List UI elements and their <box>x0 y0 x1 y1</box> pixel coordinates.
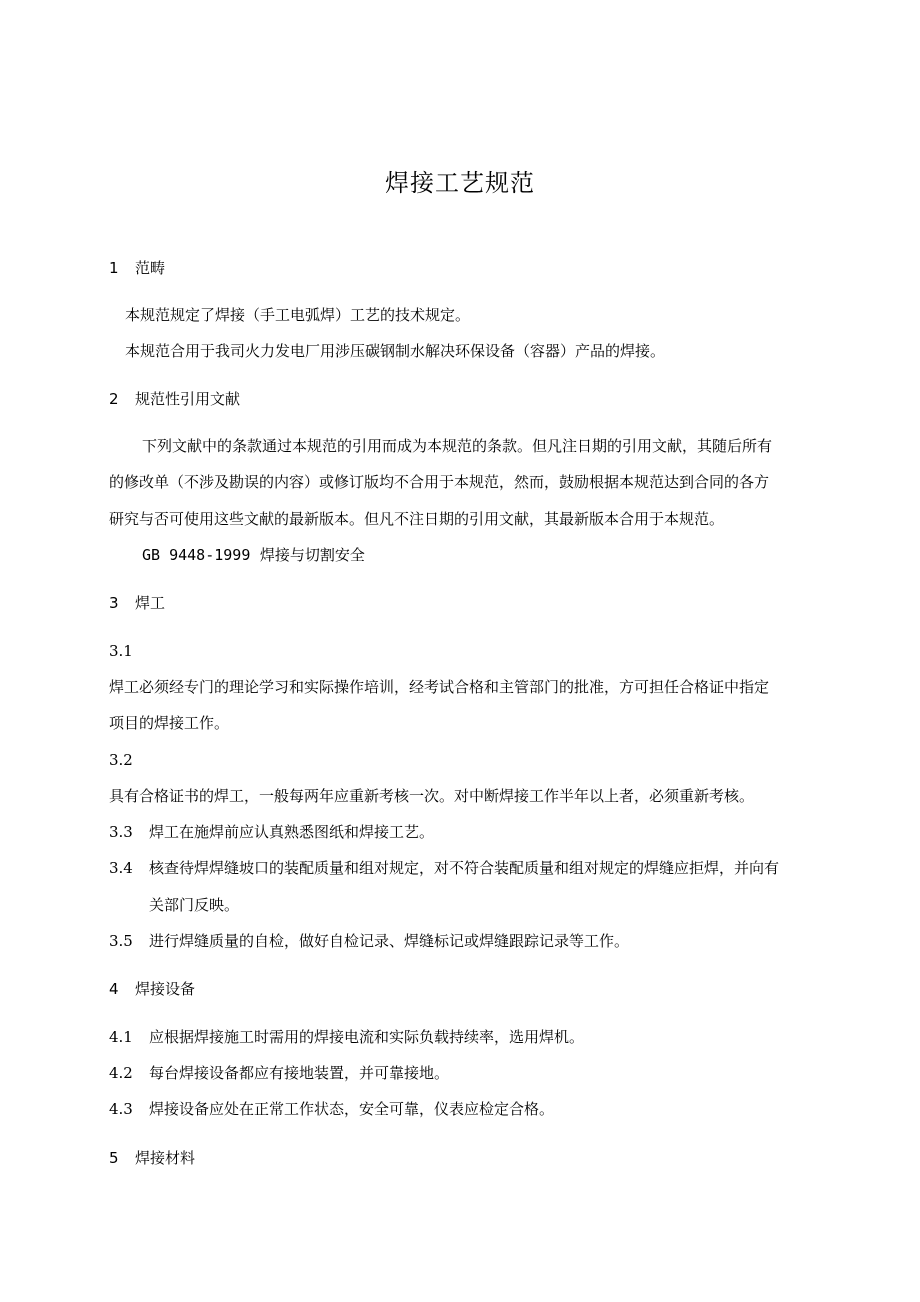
item-text: 每台焊接设备都应有接地装置，并可靠接地。 <box>149 1064 450 1082</box>
numbered-item <box>109 1099 554 1119</box>
section-heading-3 <box>109 593 165 613</box>
paragraph: 本规范合用于我司火力发电厂用涉压碳钢制水解决环保设备（容器）产品的焊接。 <box>125 342 666 360</box>
paragraph: 本规范规定了焊接（手工电弧焊）工艺的技术规定。 <box>125 306 471 324</box>
section-heading-5 <box>109 1148 195 1168</box>
item-text: 焊工在施焊前应认真熟悉图纸和焊接工艺。 <box>149 823 435 841</box>
item-text-line: 具有合格证书的焊工，一般每两年应重新考核一次。对中断焊接工作半年以上者，必须重新考核。 <box>109 787 755 805</box>
item-text-line: 核查待焊焊缝坡口的装配质量和组对规定，对不符合装配质量和组对规定的焊缝应拒焊，并向有 <box>149 859 780 877</box>
item-label: 3.3 <box>109 823 133 841</box>
section-heading-4 <box>109 979 195 999</box>
numbered-item <box>109 858 779 878</box>
section-title: 范畴 <box>135 259 166 277</box>
section-number: 5 <box>109 1149 119 1167</box>
section-title: 规范性引用文献 <box>135 390 241 408</box>
section-number: 2 <box>109 390 119 408</box>
paragraph-line: 研究与否可使用这些文献的最新版本。但凡不注日期的引用文献，其最新版本合用于本规范。 <box>109 510 725 528</box>
item-text-line: 焊工必须经专门的理论学习和实际操作培训，经考试合格和主管部门的批准，方可担任合格证中指定 <box>109 678 770 696</box>
section-title: 焊工 <box>135 594 166 612</box>
item-label: 4.1 <box>109 1028 133 1046</box>
section-heading-1 <box>109 258 165 278</box>
reference-title: 焊接与切割安全 <box>259 546 365 564</box>
numbered-item <box>109 1027 584 1047</box>
reference-entry <box>142 545 365 565</box>
section-number: 4 <box>109 980 119 998</box>
item-label: 4.2 <box>109 1064 133 1082</box>
paragraph-line: 下列文献中的条款通过本规范的引用而成为本规范的条款。但凡注日期的引用文献，其随后所有 <box>142 437 773 455</box>
item-text: 焊接设备应处在正常工作状态，安全可靠，仪表应检定合格。 <box>149 1100 555 1118</box>
item-text: 应根据焊接施工时需用的焊接电流和实际负载持续率，选用焊机。 <box>149 1028 585 1046</box>
paragraph-line: 的修改单（不涉及勘误的内容）或修订版均不合用于本规范，然而，鼓励根据本规范达到合同的各方 <box>109 473 770 491</box>
section-number: 3 <box>109 594 119 612</box>
numbered-item <box>109 931 629 951</box>
section-title: 焊接材料 <box>135 1149 196 1167</box>
document-title: 焊接工艺规范 <box>385 169 535 197</box>
numbered-item <box>109 822 434 842</box>
item-text-line: 项目的焊接工作。 <box>109 714 230 732</box>
item-text-line: 关部门反映。 <box>149 896 240 914</box>
item-label: 3.1 <box>109 642 133 660</box>
section-heading-2 <box>109 389 240 409</box>
section-title: 焊接设备 <box>135 980 196 998</box>
item-label: 4.3 <box>109 1100 133 1118</box>
reference-code: GB 9448-1999 <box>142 546 251 564</box>
section-number: 1 <box>109 259 119 277</box>
item-text: 进行焊缝质量的自检，做好自检记录、焊缝标记或焊缝跟踪记录等工作。 <box>149 932 630 950</box>
item-label: 3.5 <box>109 932 133 950</box>
item-label: 3.2 <box>109 751 133 769</box>
numbered-item <box>109 1063 449 1083</box>
item-label: 3.4 <box>109 859 133 877</box>
